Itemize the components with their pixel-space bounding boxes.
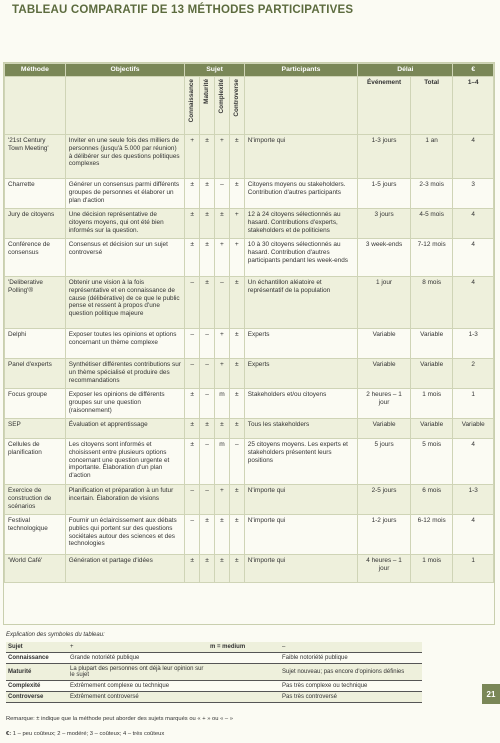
table-cell: – [200,439,215,485]
table-cell: 3 week-ends [358,239,411,277]
header-maturite: Maturité [203,79,211,105]
table-cell: + [215,485,230,515]
symbol-legend [6,632,422,703]
table-cell: ± [229,135,244,179]
header-blank-1 [5,77,66,135]
table-cell: 2 heures – 1 jour [358,389,411,419]
table-cell: Conférence de consensus [5,239,66,277]
table-cell: 4 [453,135,494,179]
table-cell: 6 mois [410,485,453,515]
header-blank-3 [244,77,357,135]
table-cell: + [229,239,244,277]
table-cell: 4 heures – 1 jour [358,555,411,583]
table-cell: Stakeholders et/ou citoyens [244,389,357,419]
table-cell: SEP [5,419,66,439]
table-cell: Delphi [5,329,66,359]
table-cell: ± [185,179,200,209]
table-row [5,515,494,555]
table-cell: ± [215,555,230,583]
header-methode: Méthode [5,64,66,77]
euro-key [6,731,164,737]
table-row [5,239,494,277]
table-cell: 'World Café' [5,555,66,583]
table-cell: 10 à 30 citoyens sélectionnés au hasard. Contribution d'autres participants pendant les week-ends [244,239,357,277]
header-sujet: Sujet [185,64,245,77]
table-cell: + [215,239,230,277]
table-row [5,179,494,209]
table-cell: – [215,277,230,329]
table-cell: ± [200,515,215,555]
table-row [5,209,494,239]
table-cell: Jury de citoyens [5,209,66,239]
table-cell: 'Deliberative Polling'® [5,277,66,329]
table-cell: ± [200,419,215,439]
table-cell: ± [185,419,200,439]
table-cell: Fournir un éclaircissement aux débats publics qui portent sur des questions sociétales autour des sciences et des technologies [65,515,185,555]
table-cell: Exposer toutes les opinions et options concernant un thème complexe [65,329,185,359]
legend-key: Controverse [6,692,68,703]
legend-title: Explication des symboles du tableau: [6,632,105,638]
header-evenement: Événement [358,77,411,135]
table-row [5,359,494,389]
table-cell: 1 jour [358,277,411,329]
table-cell: Panel d'experts [5,359,66,389]
table-cell: 1 mois [410,555,453,583]
legend-key: Connaissance [6,653,68,664]
table-cell: ± [229,179,244,209]
table-cell: 4 [453,277,494,329]
table-cell: ± [200,135,215,179]
table-cell: ± [215,515,230,555]
table-cell: – [215,179,230,209]
table-cell: Festival technologique [5,515,66,555]
table-cell: 8 mois [410,277,453,329]
table-cell: 25 citoyens moyens. Les experts et stakeholders présentent leurs positions [244,439,357,485]
table-cell: ± [229,389,244,419]
table-cell: Citoyens moyens ou stakeholders. Contribution d'autres participants [244,179,357,209]
header-blank-2 [65,77,185,135]
table-cell: N'importe qui [244,515,357,555]
table-row [5,277,494,329]
table-cell: Planification et préparation à un futur incertain. Élaboration de visions [65,485,185,515]
table-cell: Exercice de construction de scénarios [5,485,66,515]
table-cell: – [185,515,200,555]
table-cell: Experts [244,329,357,359]
table-cell: 1 [453,555,494,583]
table-cell: ± [229,515,244,555]
table-row [5,485,494,515]
table-row [5,135,494,179]
table-cell: Variable [410,329,453,359]
euro-key-symbol: €: [6,731,12,737]
table-cell: 12 à 24 citoyens sélectionnés au hasard. Contributions d'experts, stakeholders et de politiciens [244,209,357,239]
table-cell: – [185,329,200,359]
table-cell: – [185,359,200,389]
legend-key: Maturité [6,664,68,681]
table-cell: ± [185,439,200,485]
table-cell: N'importe qui [244,555,357,583]
table-cell: – [200,389,215,419]
table-cell: Générer un consensus parmi différents groupes de personnes et élaborer un plan d'action [65,179,185,209]
table-cell: 1 an [410,135,453,179]
table-cell: – [229,439,244,485]
header-controverse: Controverse [233,79,240,117]
table-cell: 7-12 mois [410,239,453,277]
header-euro: € [453,64,494,77]
legend-table: Sujet + m = medium – Connaissance Grande notoriété publique Faible notoriété publique Maturité La plupart des personnes ont déjà leur opinion sur le sujet Sujet nouveau; pas encore d'opinions définies Complexité Extrêmement complexe ou technique Pas très complexe ou technique Controverse Extrêmement controversé Pas très controversé [6,642,422,703]
table-cell: + [229,209,244,239]
table-cell: 1-3 [453,329,494,359]
table-cell: – [185,485,200,515]
table-cell: 3 jours [358,209,411,239]
table-cell: ± [229,485,244,515]
table-cell: Focus groupe [5,389,66,419]
table-cell: Synthétiser différentes contributions sur un thème spécialisé et produire des recommandations [65,359,185,389]
table-cell: Génération et partage d'idées [65,555,185,583]
table-cell: 1 [453,389,494,419]
table-cell: Tous les stakeholders [244,419,357,439]
table-cell: + [215,135,230,179]
legend-head-sujet: Sujet [6,642,68,653]
table-cell: m [215,439,230,485]
header-connaissance: Connaissance [188,79,196,123]
table-cell: Consensus et décision sur un sujet controversé [65,239,185,277]
table-cell: ± [200,179,215,209]
table-cell: Obtenir une vision à la fois représentative et en connaissance de cause (délibérative) de ce que le public pense et ressent à propos d'une question politique majeure [65,277,185,329]
table-cell: ± [185,555,200,583]
table-cell: Les citoyens sont informés et choisissent entre plusieurs options concernant une question urgente et importante. Élaboration d'un plan d'action [65,439,185,485]
table-cell: Variable [358,419,411,439]
table-cell: 4 [453,439,494,485]
table-cell: ± [229,359,244,389]
table-cell: Variable [358,359,411,389]
legend-key: Complexité [6,681,68,692]
table-row [5,555,494,583]
table-cell: – [185,277,200,329]
table-cell: 4 [453,515,494,555]
table-cell: ± [200,239,215,277]
header-complexite: Complexité [218,79,226,114]
header-participants: Participants [244,64,357,77]
table-cell: Exposer les opinions de différents groupes sur une question (raisonnement) [65,389,185,419]
header-objectifs: Objectifs [65,64,185,77]
table-cell: '21st Century Town Meeting' [5,135,66,179]
euro-key-text: 1 – peu coûteux; 2 – modéré; 3 – coûteux; 4 – très coûteux [12,731,165,737]
table-body [5,135,494,583]
table-cell: Inviter en une seule fois des milliers de personnes (jusqu'à 5.000 par réunion) à délibérer sur des questions politiques complexes [65,135,185,179]
table-cell: 3 [453,179,494,209]
table-cell: Variable [410,359,453,389]
legend-head-plus: + [68,642,208,653]
table-cell: Variable [410,419,453,439]
table-cell: m [215,389,230,419]
table-cell: ± [229,277,244,329]
table-cell: ± [229,329,244,359]
table-cell: + [185,135,200,179]
table-cell: ± [215,209,230,239]
table-cell: 1-5 jours [358,179,411,209]
table-cell: Experts [244,359,357,389]
table-cell: 5 mois [410,439,453,485]
table-cell: Variable [453,419,494,439]
comparison-table-frame [3,62,495,625]
comparison-table [4,63,494,583]
table-cell: + [215,359,230,389]
table-row [5,439,494,485]
table-cell: 4 [453,209,494,239]
table-cell: ± [215,419,230,439]
table-cell: 4 [453,239,494,277]
table-cell: N'importe qui [244,485,357,515]
table-cell: 2-3 mois [410,179,453,209]
table-cell: 4-5 mois [410,209,453,239]
table-cell: 2-5 jours [358,485,411,515]
table-cell: ± [185,239,200,277]
table-cell: – [200,329,215,359]
table-cell: + [215,329,230,359]
table-cell: ± [200,277,215,329]
table-cell: N'importe qui [244,135,357,179]
legend-head-medium: m = medium [208,642,280,653]
table-cell: ± [229,555,244,583]
table-cell: ± [185,209,200,239]
table-cell: 2 [453,359,494,389]
page-title: TABLEAU COMPARATIF DE 13 MÉTHODES PARTICIPATIVES [12,4,354,16]
table-row [5,389,494,419]
table-cell: Charrette [5,179,66,209]
table-cell: Une décision représentative de citoyens moyens, qui ont été bien informés sur la question. [65,209,185,239]
table-cell: 5 jours [358,439,411,485]
table-row [5,419,494,439]
table-cell: Cellules de planification [5,439,66,485]
remark-note: Remarque: ± indique que la méthode peut aborder des sujets marqués ou « + » ou « – » [6,716,233,722]
table-cell: – [200,485,215,515]
table-cell: ± [185,389,200,419]
table-cell: 1-3 [453,485,494,515]
header-delai: Délai [358,64,453,77]
table-cell: ± [200,209,215,239]
table-cell: 1-2 jours [358,515,411,555]
header-total: Total [410,77,453,135]
table-cell: Un échantillon aléatoire et représentatif de la population [244,277,357,329]
table-cell: ± [200,555,215,583]
legend-head-minus: – [280,642,422,653]
table-cell: 1 mois [410,389,453,419]
table-cell: Variable [358,329,411,359]
table-cell: 1-3 jours [358,135,411,179]
page-number-tab: 21 [482,684,500,704]
table-cell: – [200,359,215,389]
table-cell: 6-12 mois [410,515,453,555]
table-cell: ± [229,419,244,439]
table-row [5,329,494,359]
table-cell: Évaluation et apprentissage [65,419,185,439]
header-euro-range: 1–4 [453,77,494,135]
